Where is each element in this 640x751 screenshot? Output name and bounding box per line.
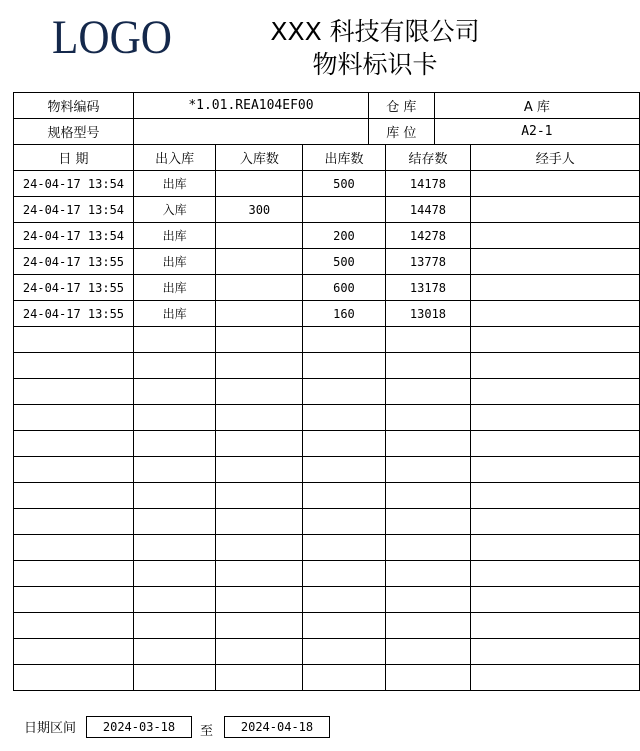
table-row [14, 639, 640, 665]
cell-balance [385, 379, 471, 405]
cell-date [14, 665, 134, 691]
cell-in [216, 379, 303, 405]
cell-out [303, 353, 385, 379]
cell-type [133, 431, 215, 457]
cell-type: 出库 [133, 249, 215, 275]
cell-balance: 13018 [385, 301, 471, 327]
cell-type: 出库 [133, 171, 215, 197]
cell-balance [385, 587, 471, 613]
cell-in [216, 639, 303, 665]
cell-date [14, 431, 134, 457]
cell-handler [471, 535, 640, 561]
cell-balance [385, 665, 471, 691]
cell-out [303, 405, 385, 431]
cell-date: 24-04-17 13:55 [14, 275, 134, 301]
cell-handler [471, 249, 640, 275]
cell-date: 24-04-17 13:55 [14, 301, 134, 327]
cell-balance [385, 639, 471, 665]
cell-handler [471, 275, 640, 301]
cell-type: 出库 [133, 275, 215, 301]
cell-type [133, 327, 215, 353]
warehouse-label: 仓 库 [368, 93, 434, 119]
cell-handler [471, 431, 640, 457]
cell-type [133, 353, 215, 379]
cell-in [216, 405, 303, 431]
cell-balance [385, 509, 471, 535]
end-date-field: 2024-04-18 [224, 716, 330, 738]
cell-date [14, 561, 134, 587]
cell-in [216, 249, 303, 275]
cell-balance: 13778 [385, 249, 471, 275]
cell-type [133, 587, 215, 613]
cell-type [133, 509, 215, 535]
col-header-out: 出库数 [303, 145, 385, 171]
cell-in [216, 561, 303, 587]
cell-type [133, 483, 215, 509]
table-row [14, 249, 640, 275]
cell-balance [385, 457, 471, 483]
cell-balance: 14178 [385, 171, 471, 197]
table-row [14, 457, 640, 483]
code-value: *1.01.REA104EF00 [133, 93, 368, 119]
cell-handler [471, 171, 640, 197]
cell-type [133, 535, 215, 561]
cell-date [14, 613, 134, 639]
table-row [14, 275, 640, 301]
cell-balance [385, 353, 471, 379]
cell-date: 24-04-17 13:54 [14, 197, 134, 223]
card-title: 物料标识卡 [312, 50, 438, 79]
col-header-balance: 结存数 [385, 145, 471, 171]
cell-date [14, 587, 134, 613]
cell-out [303, 483, 385, 509]
cell-type: 入库 [133, 197, 215, 223]
table-row [14, 223, 640, 249]
column-header-row [14, 145, 640, 171]
cell-date [14, 483, 134, 509]
cell-out [303, 587, 385, 613]
start-date-field: 2024-03-18 [86, 716, 192, 738]
cell-date [14, 405, 134, 431]
cell-handler [471, 639, 640, 665]
cell-date: 24-04-17 13:55 [14, 249, 134, 275]
cell-out [303, 639, 385, 665]
cell-balance [385, 535, 471, 561]
cell-handler [471, 665, 640, 691]
cell-in [216, 457, 303, 483]
cell-handler [471, 197, 640, 223]
cell-in [216, 613, 303, 639]
spec-value [133, 119, 368, 145]
table-row [14, 197, 640, 223]
company-name: XXX 科技有限公司 [270, 17, 480, 46]
table-row [14, 431, 640, 457]
cell-date [14, 509, 134, 535]
cell-out [303, 509, 385, 535]
material-card-table [13, 92, 640, 691]
table-row [14, 665, 640, 691]
cell-in [216, 665, 303, 691]
cell-type [133, 405, 215, 431]
cell-type [133, 561, 215, 587]
cell-handler [471, 353, 640, 379]
cell-in [216, 587, 303, 613]
cell-date: 24-04-17 13:54 [14, 223, 134, 249]
cell-type [133, 379, 215, 405]
cell-out [303, 613, 385, 639]
table-row [14, 509, 640, 535]
location-value: A2-1 [434, 119, 639, 145]
cell-date [14, 535, 134, 561]
cell-handler [471, 587, 640, 613]
cell-out [303, 457, 385, 483]
code-label: 物料编码 [14, 93, 134, 119]
cell-handler [471, 561, 640, 587]
cell-in [216, 483, 303, 509]
table-row [14, 379, 640, 405]
cell-balance [385, 431, 471, 457]
cell-handler [471, 509, 640, 535]
cell-out [303, 327, 385, 353]
cell-balance: 13178 [385, 275, 471, 301]
cell-type [133, 613, 215, 639]
cell-out [303, 431, 385, 457]
cell-handler [471, 613, 640, 639]
cell-date [14, 327, 134, 353]
cell-in [216, 275, 303, 301]
cell-in [216, 301, 303, 327]
col-header-in: 入库数 [216, 145, 303, 171]
cell-handler [471, 483, 640, 509]
cell-in [216, 327, 303, 353]
info-row-spec [14, 119, 640, 145]
company-logo: LOGO [52, 11, 172, 64]
table-row [14, 587, 640, 613]
cell-balance [385, 405, 471, 431]
cell-handler [471, 223, 640, 249]
col-header-date: 日 期 [14, 145, 134, 171]
cell-in [216, 353, 303, 379]
cell-handler [471, 379, 640, 405]
cell-type [133, 639, 215, 665]
cell-out [303, 665, 385, 691]
cell-out [303, 197, 385, 223]
cell-type: 出库 [133, 301, 215, 327]
cell-date [14, 353, 134, 379]
cell-type [133, 457, 215, 483]
table-row [14, 535, 640, 561]
cell-handler [471, 405, 640, 431]
cell-out [303, 561, 385, 587]
col-header-type: 出入库 [133, 145, 215, 171]
cell-in [216, 171, 303, 197]
cell-balance: 14478 [385, 197, 471, 223]
col-header-handler: 经手人 [471, 145, 640, 171]
cell-date: 24-04-17 13:54 [14, 171, 134, 197]
table-row [14, 613, 640, 639]
cell-in: 300 [216, 197, 303, 223]
cell-out [303, 379, 385, 405]
table-row [14, 353, 640, 379]
cell-out: 160 [303, 301, 385, 327]
cell-balance [385, 327, 471, 353]
cell-in [216, 509, 303, 535]
cell-balance [385, 561, 471, 587]
cell-out: 200 [303, 223, 385, 249]
cell-out: 500 [303, 171, 385, 197]
table-row [14, 405, 640, 431]
cell-in [216, 431, 303, 457]
cell-balance [385, 613, 471, 639]
table-row [14, 561, 640, 587]
table-row [14, 483, 640, 509]
date-range-separator: 至 [200, 724, 214, 739]
cell-date [14, 639, 134, 665]
info-row-code [14, 93, 640, 119]
cell-handler [471, 327, 640, 353]
cell-balance [385, 483, 471, 509]
cell-out: 500 [303, 249, 385, 275]
cell-in [216, 535, 303, 561]
cell-in [216, 223, 303, 249]
location-label: 库 位 [368, 119, 434, 145]
warehouse-value: A 库 [434, 93, 639, 119]
spec-label: 规格型号 [14, 119, 134, 145]
cell-handler [471, 301, 640, 327]
table-row [14, 327, 640, 353]
cell-handler [471, 457, 640, 483]
cell-balance: 14278 [385, 223, 471, 249]
date-range-label: 日期区间 [24, 721, 77, 736]
table-row [14, 171, 640, 197]
cell-out: 600 [303, 275, 385, 301]
table-row [14, 301, 640, 327]
cell-date [14, 457, 134, 483]
cell-type: 出库 [133, 223, 215, 249]
cell-out [303, 535, 385, 561]
cell-type [133, 665, 215, 691]
cell-date [14, 379, 134, 405]
